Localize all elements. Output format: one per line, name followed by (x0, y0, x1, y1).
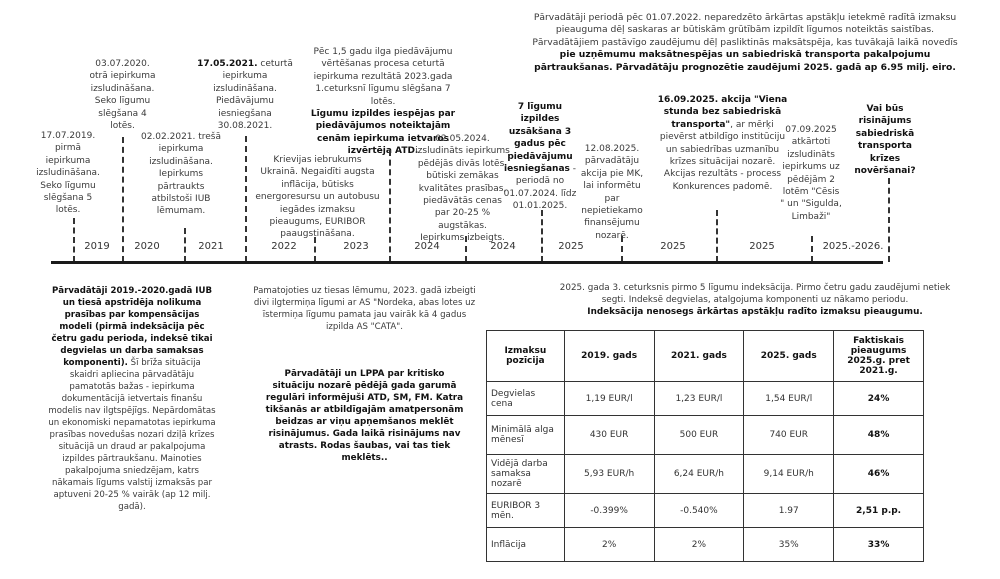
left-note: Pārvadātāji 2019.-2020.gadā IUB un tiesā apstrīdēja nolikuma prasības par kompensācijas modeli (pirmā indeksācija pēc četru gadu perioda, indeksē tikai degvielas un darba samaksas komponenti). Šī brīža situācija skaidri apliecina pārvadātāju pamatotās bažas - iepirkuma dokumentācijā ietvertais finanšu modelis nav ilgtspējīgs. Nepārdomātas un ekonomiski nepamatotas iepirkuma prasības novedušas nozari dziļā krīzes situācijā un draud ar pakalpojuma izpildes pārtraukšanu. Mainoties pakalpojuma sniedzējam, katrs nākamais līgums valstij izmaksās par aptuveni 20-25 % vairāk (ap 12 milj. gadā). (48, 286, 216, 512)
table-cell: 1,54 EUR/l (744, 382, 834, 416)
event-2023: Pēc 1,5 gadu ilga piedāvājumu vērtēšanas procesa ceturtā iepirkuma rezultātā 2023.gada 1.ceturksnī līgumu slēgšana 7 lotēs. Līgumu izpildes iespējas par piedāvājumos noteiktajām cenām iepirkuma ietvaros izvērtēja ATD. (310, 47, 456, 157)
event-2025-sep-tender: 07.09.2025 atkārtoti izsludināts iepirkums uz pēdējām 2 lotēm "Cēsis " un "Sigulda, Limbaži" (780, 125, 842, 222)
year-label: 2024 (414, 241, 440, 252)
table-cell: 2,51 p.p. (834, 494, 924, 528)
table-cell: 2% (564, 528, 654, 562)
right-note: 2025. gada 3. ceturksnis pirmo 5 līgumu indeksācija. Pirmo četru gadu zaudējumi netiek segti. Indeksē degvielas, atalgojuma komponenti uz nākamo periodu. Indeksācija nenosegs ārkārtas apstākļu radīto izmaksu pieaugumu. (559, 283, 951, 317)
year-label: 2020 (134, 241, 160, 252)
table-row (487, 455, 924, 494)
table-cell: Vidējā darba samaksa nozarē (487, 455, 565, 494)
table-cell: Inflācija (487, 528, 565, 562)
table-row (487, 528, 924, 562)
table-cell: 35% (744, 528, 834, 562)
timeline-tick (73, 218, 75, 262)
timeline-tick (389, 150, 391, 262)
year-label: 2024 (490, 241, 516, 252)
table-cell: 6,24 EUR/h (654, 455, 744, 494)
event-2026-question: Vai būs risinājums sabiedriskā transporta krīzes novēršanai? (854, 104, 916, 177)
event-2021-feb: 02.02.2021. trešā iepirkuma izsludināšana. Iepirkums pārtraukts atbilstoši IUB lēmumam. (140, 132, 222, 217)
table-cell: -0.540% (654, 494, 744, 528)
table-cell: 740 EUR (744, 416, 834, 455)
timeline-tick (314, 237, 316, 262)
table-cell: 46% (834, 455, 924, 494)
table-cell: 9,14 EUR/h (744, 455, 834, 494)
event-2022: Krievijas iebrukums Ukrainā. Negaidīti augsta inflācija, būtisks energoresursu un autobusu iegādes izmaksu pieaugums, EURIBOR paaugstināšana. (255, 155, 380, 240)
middle-note: Pamatojoties uz tiesas lēmumu, 2023. gadā izbeigti divi ilgtermiņa līgumi ar AS "Nordeka, abas lotes uz īstermiņa līgumu pamata jau vairāk kā 4 gadus izpilda AS "CATA". (253, 286, 476, 332)
year-label: 2025 (749, 241, 775, 252)
timeline-tick (888, 178, 890, 262)
table-header: Faktiskais pieaugums 2025.g. pret 2021.g. (834, 331, 924, 382)
timeline-axis (51, 261, 433, 264)
year-label: 2019 (84, 241, 110, 252)
table-cell: Minimālā alga mēnesī (487, 416, 565, 455)
event-2024-may: 02.05.2024. izsludināts iepirkums pēdējās divās lotēs, būtiski zemākas kvalitātes prasības, piedāvātās cenas par 20-25 % augstākas. Iepirkums izbeigts. (415, 134, 510, 244)
timeline-tick (716, 210, 718, 262)
timeline-tick (541, 210, 543, 262)
table-cell: 5,93 EUR/h (564, 455, 654, 494)
year-label: 2022 (271, 241, 297, 252)
table-header-row (487, 331, 924, 382)
table-cell: EURIBOR 3 mēn. (487, 494, 565, 528)
event-2020: 03.07.2020. otrā iepirkuma izsludināšana. Seko līgumu slēgšana 4 lotēs. (89, 59, 156, 132)
top-note: Pārvadātāji periodā pēc 01.07.2022. neparedzēto ārkārtas apstākļu ietekmē radītā izmaksu pieauguma dēļ saskaras ar būtiskām grūtībām izpildīt līgumos noteiktās saistības. Pārvadātājiem pastāvīgo zaudējumu dēļ pasliktinās maksātspēja, kas tuvākajā laikā novedīs pie uzņēmumu maksātnespējas un sabiedriskā transporta pakalpojumu pārtraukšanas. Pārvadātāju prognozētie zaudējumi 2025. gadā ap 6.95 milj. eiro. (532, 12, 958, 73)
table-row (487, 416, 924, 455)
table-header: 2021. gads (654, 331, 744, 382)
table-cell: 500 EUR (654, 416, 744, 455)
table-row (487, 494, 924, 528)
year-label: 2023 (343, 241, 369, 252)
middle-note-bold: Pārvadātāji un LPPA par kritisko situāciju nozarē pēdējā gada garumā regulāri informējuši ATD, SM, FM. Katra tikšanās ar atbildīgajām amatpersonām beidzas ar viņu apņemšanos meklēt risinājumus. Gada laikā risinājums nav atrasts. Rodas šaubas, vai tas tiek meklēts.. (265, 369, 464, 463)
event-2025-sep-action: 16.09.2025. akcija "Viena stunda bez sabiedriskā transporta", ar mērķi pievērst atbildīgo institūciju un sabiedrības uzmanību krīzes situācijai nozarē. Akcijas rezultāts - process Konkurences padomē. (657, 95, 788, 192)
event-2019: 17.07.2019. pirmā iepirkuma izsludināšana. Seko līgumu slēgšana 5 lotēs. (36, 131, 100, 216)
table-header: Izmaksu pozīcija (487, 331, 565, 382)
year-label: 2025 (558, 241, 584, 252)
timeline-tick (465, 236, 467, 262)
event-2024-contracts: 7 līgumu izpildes uzsākšana 3 gadus pēc piedāvājumu iesniegšanas - periodā no 01.07.2024. līdz 01.01.2025. (503, 102, 577, 212)
cost-table (486, 330, 924, 562)
year-label: 2021 (198, 241, 224, 252)
year-label: 2025 (660, 241, 686, 252)
table-cell: 1,23 EUR/l (654, 382, 744, 416)
timeline-axis (433, 261, 883, 264)
timeline-tick (245, 136, 247, 262)
table-cell: 24% (834, 382, 924, 416)
table-cell: 1.97 (744, 494, 834, 528)
table-cell: -0.399% (564, 494, 654, 528)
table-cell: Degvielas cena (487, 382, 565, 416)
event-2025-aug: 12.08.2025. pārvadātāju akcija pie MK, lai informētu par nepietiekamo finansējumu nozarē. (580, 144, 644, 241)
table-cell: 1,19 EUR/l (564, 382, 654, 416)
timeline-tick (621, 236, 623, 262)
top-note-bold: pie uzņēmumu maksātnespējas un sabiedriskā transporta pakalpojumu pārtraukšanas. Pārvadātāju prognozētie zaudējumi 2025. gadā ap 6.95 milj. eiro. (534, 49, 956, 73)
table-header: 2025. gads (744, 331, 834, 382)
table-cell: 48% (834, 416, 924, 455)
table-header: 2019. gads (564, 331, 654, 382)
timeline-tick (811, 236, 813, 262)
table-cell: 2% (654, 528, 744, 562)
year-label: 2025.-2026. (822, 241, 884, 252)
table-cell: 430 EUR (564, 416, 654, 455)
table-cell: 33% (834, 528, 924, 562)
event-2021-may: 17.05.2021. ceturtā iepirkuma izsludināšana. Piedāvājumu iesniegšana 30.08.2021. (197, 59, 293, 132)
table-row (487, 382, 924, 416)
